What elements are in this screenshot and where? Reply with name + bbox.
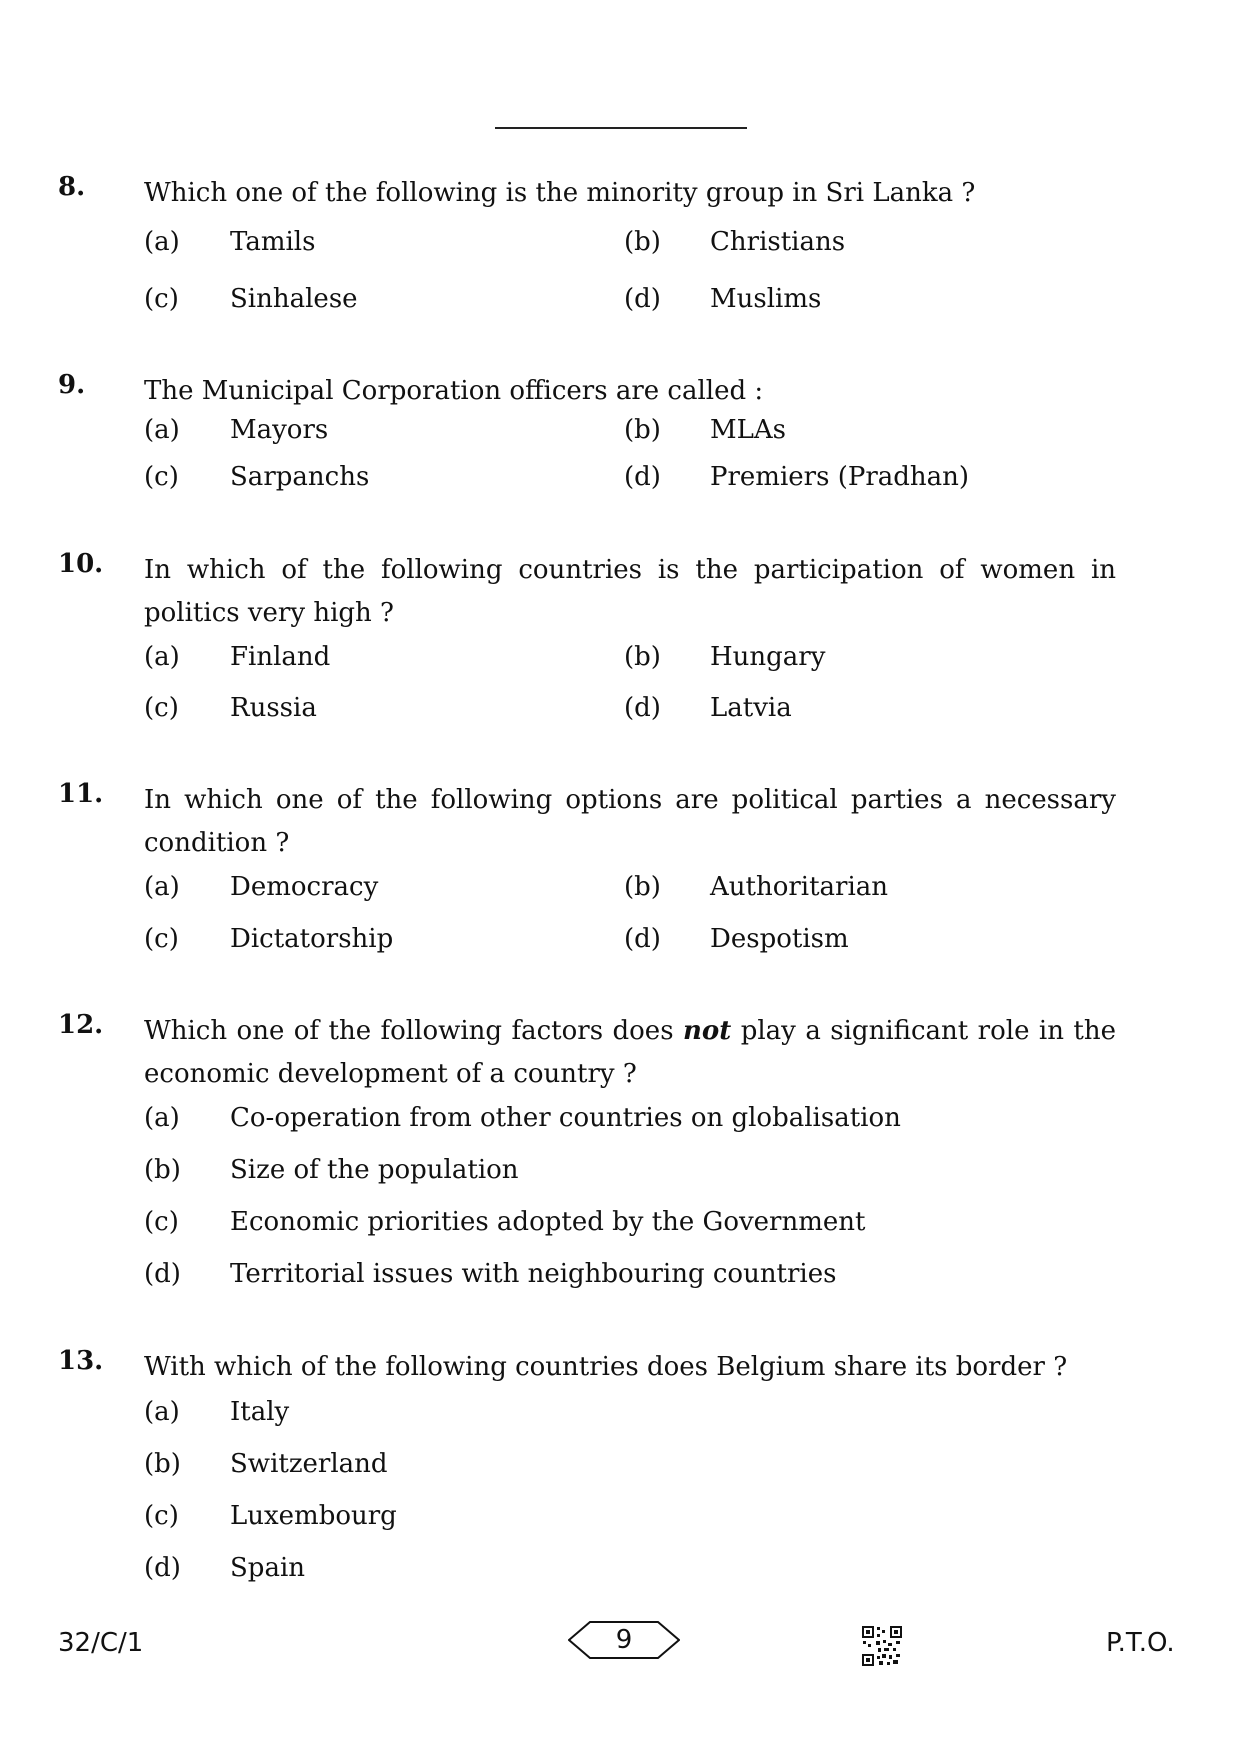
emphasis-not: not xyxy=(683,1016,732,1046)
question-text: Which one of the following factors does not play a significant role in the economic development of a country ? xyxy=(144,1016,1117,1089)
question-number: 13. xyxy=(58,1346,104,1376)
qr-code-icon xyxy=(862,1626,902,1666)
pto-label: P.T.O. xyxy=(1106,1628,1175,1658)
question-number: 11. xyxy=(58,779,104,809)
question-number: 9. xyxy=(58,370,86,400)
exam-page: 8. Which one of the following is the minority group in Sri Lanka ? (a) Tamils (b) Christians (c) Sinhalese (d) Muslims 9. The Municipal Corporation officers are called : (a) Mayors (b) MLAs (c) Sarpanchs (d) Premiers (Pradhan) 10. In which of the following countries is the participation of women in politics very high ? (a) Finland (b) Hungary (c) Russia (d) Latvia 11. In which one of the following options are political parties a necessary condition ? (a) Democracy (b) Authoritarian (c) Dictatorship (d) Despotism 12. Which one of the following factors does not play a significant role in the economic development of a country ? (a) Co-operation from other countries on globalisation (b) Size of the population (c) Economic priorities adopted by the Government (d) Territorial issues with neighbouring countries 13. With which of the following countries does Belgium share its border ? (a) Italy (b) Switzerland (c) Luxembourg (d) Spain 32/C/1 9 P.T.O. xyxy=(0,0,1241,1755)
page-number-badge xyxy=(568,1620,680,1660)
question-text: With which of the following countries does Belgium share its border ? xyxy=(144,1352,1068,1382)
page-number: 9 xyxy=(615,1625,633,1655)
question-text: In which of the following countries is the participation of women in politics very high ? xyxy=(144,555,1116,628)
question-text: In which one of the following options are political parties a necessary condition ? xyxy=(144,785,1116,858)
question-number: 8. xyxy=(58,172,86,202)
paper-code: 32/C/1 xyxy=(58,1628,144,1658)
question-text: The Municipal Corporation officers are called : xyxy=(144,376,764,406)
question-number: 12. xyxy=(58,1010,104,1040)
top-rule xyxy=(495,127,747,129)
question-number: 10. xyxy=(58,549,104,579)
question-text: Which one of the following is the minority group in Sri Lanka ? xyxy=(144,178,976,208)
